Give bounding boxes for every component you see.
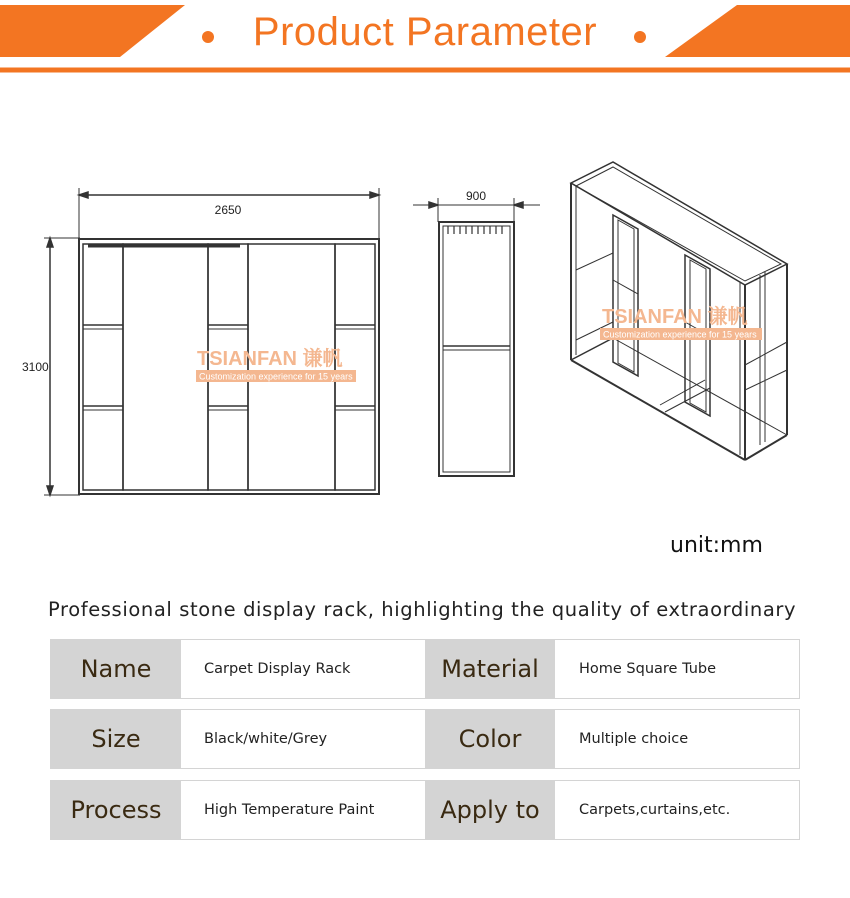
watermark-slogan: Customization experience for 15 years — [199, 371, 353, 382]
watermark-brand-iso: TSIANFAN 谦帆 — [602, 306, 748, 328]
height-arrow-top — [47, 238, 53, 247]
rack-drawing — [0, 150, 850, 510]
side-view-frame — [439, 222, 514, 476]
param-label-color: Color — [425, 710, 555, 768]
param-value-color: Multiple choice — [579, 731, 689, 747]
side-view-inner — [443, 226, 510, 472]
product-tagline: Professional stone display rack, highlighting the quality of extraordinary — [48, 598, 797, 621]
watermark-iso — [600, 304, 762, 340]
iso-bottom-front — [571, 360, 745, 460]
iso-base-shelf-1 — [660, 380, 705, 405]
param-label-apply-to: Apply to — [425, 781, 555, 839]
watermark-front — [196, 346, 356, 382]
width-arrow-right — [370, 192, 379, 198]
depth-dimension-label: 900 — [465, 189, 487, 203]
param-value-apply-to: Carpets,curtains,etc. — [579, 802, 731, 818]
iso-shelf-left-1 — [576, 253, 613, 270]
param-label-process: Process — [51, 781, 181, 839]
iso-bottom-right — [745, 435, 787, 460]
iso-top-face — [571, 162, 787, 285]
iso-shelf-right-1 — [745, 342, 787, 365]
param-value-material: Home Square Tube — [579, 661, 717, 677]
depth-arrow-right — [514, 202, 523, 208]
param-label-material: Material — [425, 640, 555, 698]
param-row-process — [50, 780, 800, 840]
side-view-hooks — [448, 226, 502, 234]
front-panel-1 — [123, 244, 208, 490]
height-arrow-bottom — [47, 486, 53, 495]
iso-top-inner — [576, 167, 781, 281]
unit-label: unit:mm — [670, 533, 763, 558]
watermark-slogan-iso: Customization experience for 15 years — [603, 329, 757, 340]
page-title: Product Parameter — [252, 10, 598, 54]
iso-column-left-inner — [618, 220, 634, 372]
param-row-name — [50, 639, 800, 699]
width-dimension-label: 2650 — [214, 203, 242, 217]
width-arrow-left — [79, 192, 88, 198]
height-dimension-label: 3100 — [22, 360, 49, 374]
technical-drawing — [0, 150, 850, 510]
front-left-column — [83, 244, 123, 490]
param-label-name: Name — [51, 640, 181, 698]
param-row-size — [50, 709, 800, 769]
iso-shelf-right-2 — [745, 370, 787, 390]
header-banner — [0, 0, 850, 78]
iso-bottom-left — [571, 338, 613, 360]
param-value-size: Black/white/Grey — [204, 731, 328, 747]
watermark-brand: TSIANFAN 谦帆 — [197, 348, 343, 370]
iso-base-shelf-2 — [665, 388, 710, 412]
param-label-size: Size — [51, 710, 181, 768]
depth-arrow-left — [429, 202, 438, 208]
iso-bottom-back — [613, 338, 787, 435]
param-value-name: Carpet Display Rack — [204, 661, 351, 677]
param-value-process: High Temperature Paint — [204, 802, 375, 818]
